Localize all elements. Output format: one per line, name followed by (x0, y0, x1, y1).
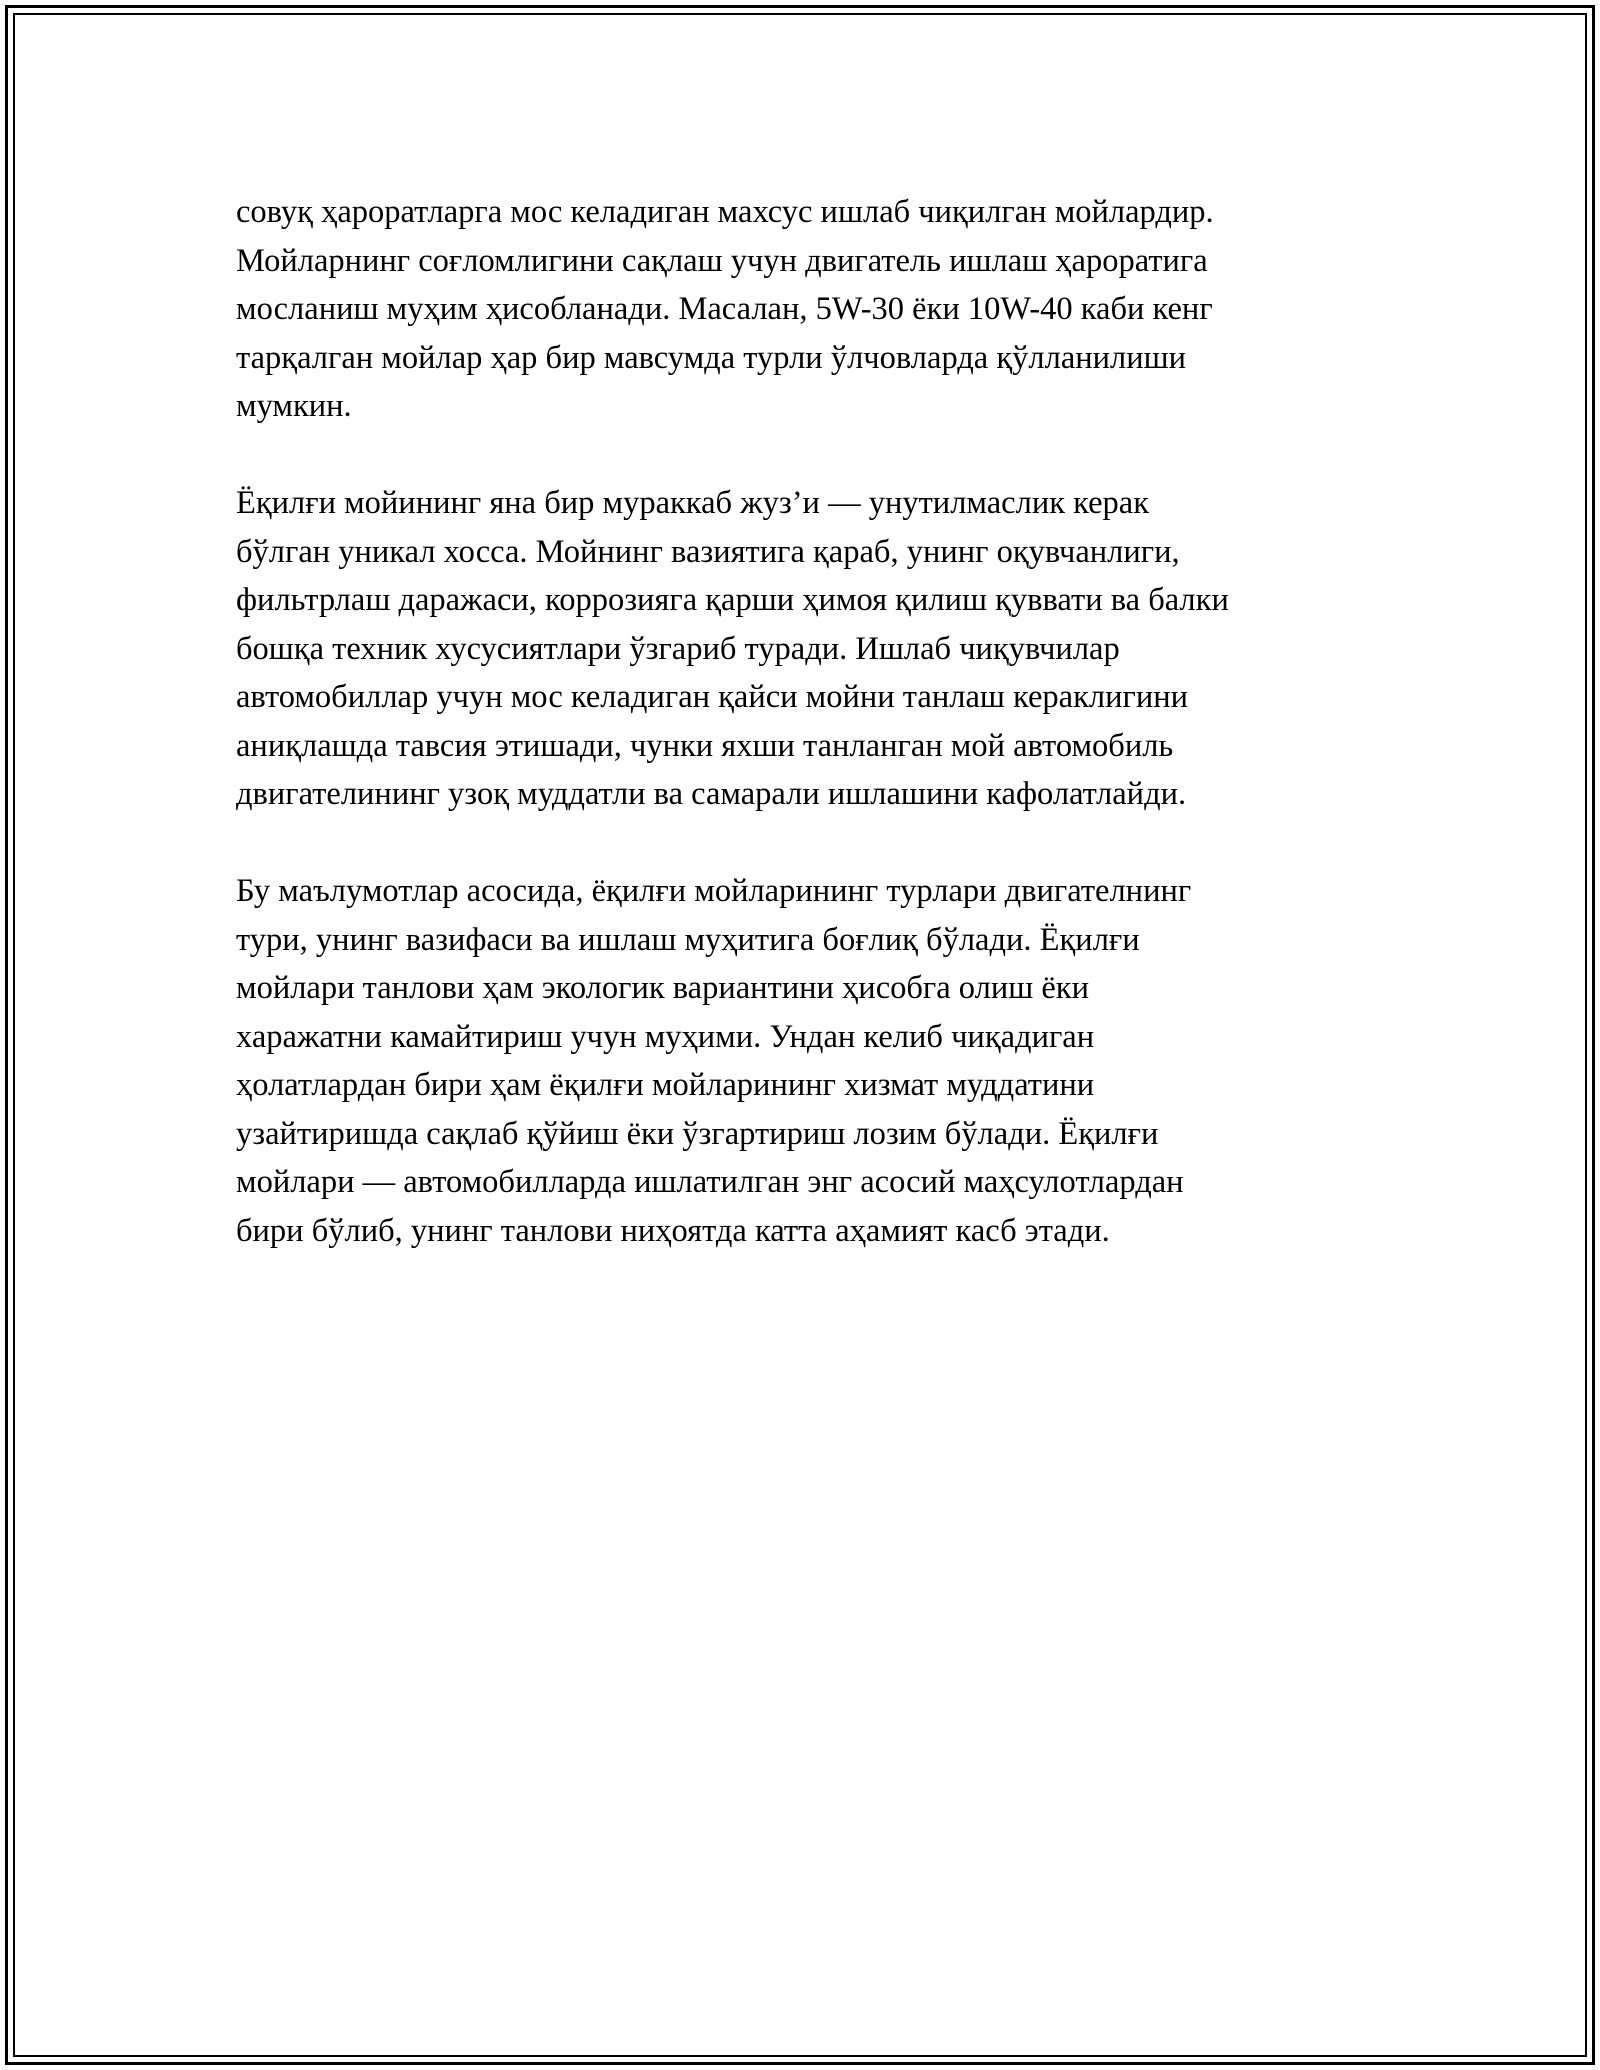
text-line: узайтиришда сақлаб қўйиш ёки ўзгартириш лозим бўлади. Ёқилғи (236, 1115, 1159, 1152)
paragraph-2 (236, 479, 1386, 819)
text-line: аниқлашда тавсия этишади, чунки яхши танланган мой автомобиль (236, 727, 1174, 764)
text-line: совуқ ҳароратларга мос келадиган махсус ишлаб чиқилган мойлардир. (236, 194, 1214, 230)
text-line: мосланиш муҳим ҳисобланади. Масалан, 5W-30 ёки 10W-40 каби кенг (236, 291, 1213, 327)
text-line: Бу маълумотлар асосида, ёқилғи мойларининг турлари двигателнинг (236, 873, 1192, 909)
text-line: Мойларнинг соғломлигини сақлаш учун двигатель ишлаш ҳароратига (236, 242, 1208, 279)
paragraph-3 (236, 867, 1386, 1255)
text-line: мойлари танлови ҳам экологик вариантини ҳисобга олиш ёки (236, 970, 1089, 1006)
text-line: ҳолатлардан бири ҳам ёқилғи мойларининг хизмат муддатини (236, 1067, 1095, 1103)
document-body (236, 188, 1386, 1304)
text-line: бири бўлиб, унинг танлови ниҳоятда катта аҳамият касб этади. (236, 1212, 1110, 1249)
text-line: двигателининг узоқ муддатли ва самарали ишлашини кафолатлайди. (236, 776, 1187, 812)
paragraph-1 (236, 188, 1386, 431)
text-line: Ёқилғи мойининг яна бир мураккаб жуз’и — унутилмаслик керак (236, 485, 1149, 521)
text-line: бошқа техник хусусиятлари ўзгариб туради. Ишлаб чиқувчилар (236, 630, 1120, 667)
text-line: фильтрлаш даражаси, коррозияга қарши ҳимоя қилиш қуввати ва балки (236, 582, 1229, 618)
text-line: тарқалган мойлар ҳар бир мавсумда турли ўлчовларда қўлланилиши (236, 339, 1187, 376)
text-line: бўлган уникал хосса. Мойнинг вазиятига қараб, унинг оқувчанлиги, (236, 533, 1180, 570)
text-line: мойлари — автомобилларда ишлатилган энг асосий маҳсулотлардан (236, 1164, 1184, 1200)
text-line: харажатни камайтириш учун муҳими. Ундан келиб чиқадиган (236, 1018, 1095, 1055)
text-line: мумкин. (236, 388, 352, 424)
text-line: тури, унинг вазифаси ва ишлаш муҳитига боғлиқ бўлади. Ёқилғи (236, 921, 1140, 958)
text-line: автомобиллар учун мос келадиган қайси мойни танлаш кераклигини (236, 679, 1189, 715)
